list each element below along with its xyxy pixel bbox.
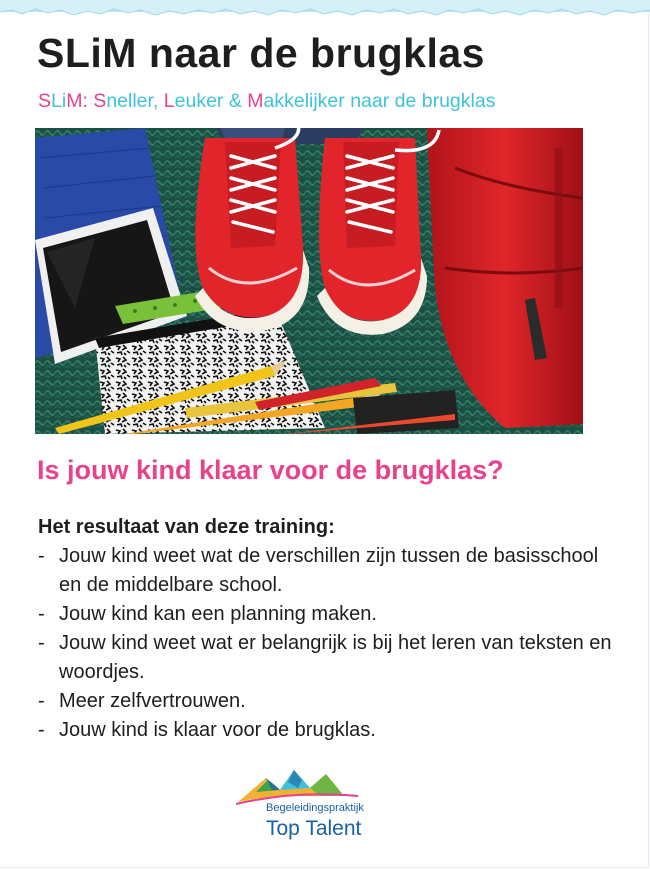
results-section: [38, 513, 619, 745]
list-item-text: Jouw kind is klaar voor de brugklas.: [59, 719, 376, 741]
list-dash: -: [38, 690, 45, 712]
subtitle-makkelijker-initial: M: [247, 90, 264, 112]
list-item-text: Jouw kind kan een planning maken.: [59, 603, 377, 625]
top-talent-logo: [236, 766, 396, 846]
results-heading: Het resultaat van deze training:: [38, 516, 335, 538]
subtitle-m: M:: [66, 90, 88, 112]
list-dash: -: [38, 632, 45, 654]
subtitle-li: Li: [51, 90, 67, 112]
results-list: [38, 542, 619, 745]
list-item: [38, 542, 619, 600]
list-item-text: Jouw kind weet wat er belangrijk is bij het leren van teksten en woordjes.: [59, 632, 612, 683]
list-item: [38, 629, 619, 687]
logo-line-top-talent: Top Talent: [266, 817, 362, 840]
list-dash: -: [38, 603, 45, 625]
subtitle-leuker-rest: euker &: [174, 90, 248, 112]
list-item-text: Meer zelfvertrouwen.: [59, 690, 246, 712]
logo-line-begeleidingspraktijk: Begeleidingspraktijk: [266, 802, 364, 814]
question-heading: Is jouw kind klaar voor de brugklas?: [37, 455, 504, 485]
notebook-paper-band: [0, 0, 650, 22]
list-item: [38, 687, 619, 716]
subtitle-sneller-initial: S: [93, 90, 107, 112]
page-title: SLiM naar de brugklas: [37, 30, 485, 76]
list-item: [38, 600, 619, 629]
list-item: [38, 716, 619, 745]
list-dash: -: [38, 545, 45, 567]
subtitle-sneller-rest: neller,: [106, 90, 164, 112]
subtitle-s: S: [38, 90, 52, 112]
sneakers-school-supplies-photo: [35, 128, 583, 434]
list-item-text: Jouw kind weet wat de verschillen zijn tussen de basisschool en de middelbare school.: [59, 545, 599, 596]
list-dash: -: [38, 719, 45, 741]
subtitle: [38, 90, 495, 113]
subtitle-makkelijker-rest: akkelijker naar de brugklas: [263, 90, 496, 112]
subtitle-leuker-initial: L: [163, 90, 175, 112]
mountains-logo-icon: [236, 766, 396, 806]
